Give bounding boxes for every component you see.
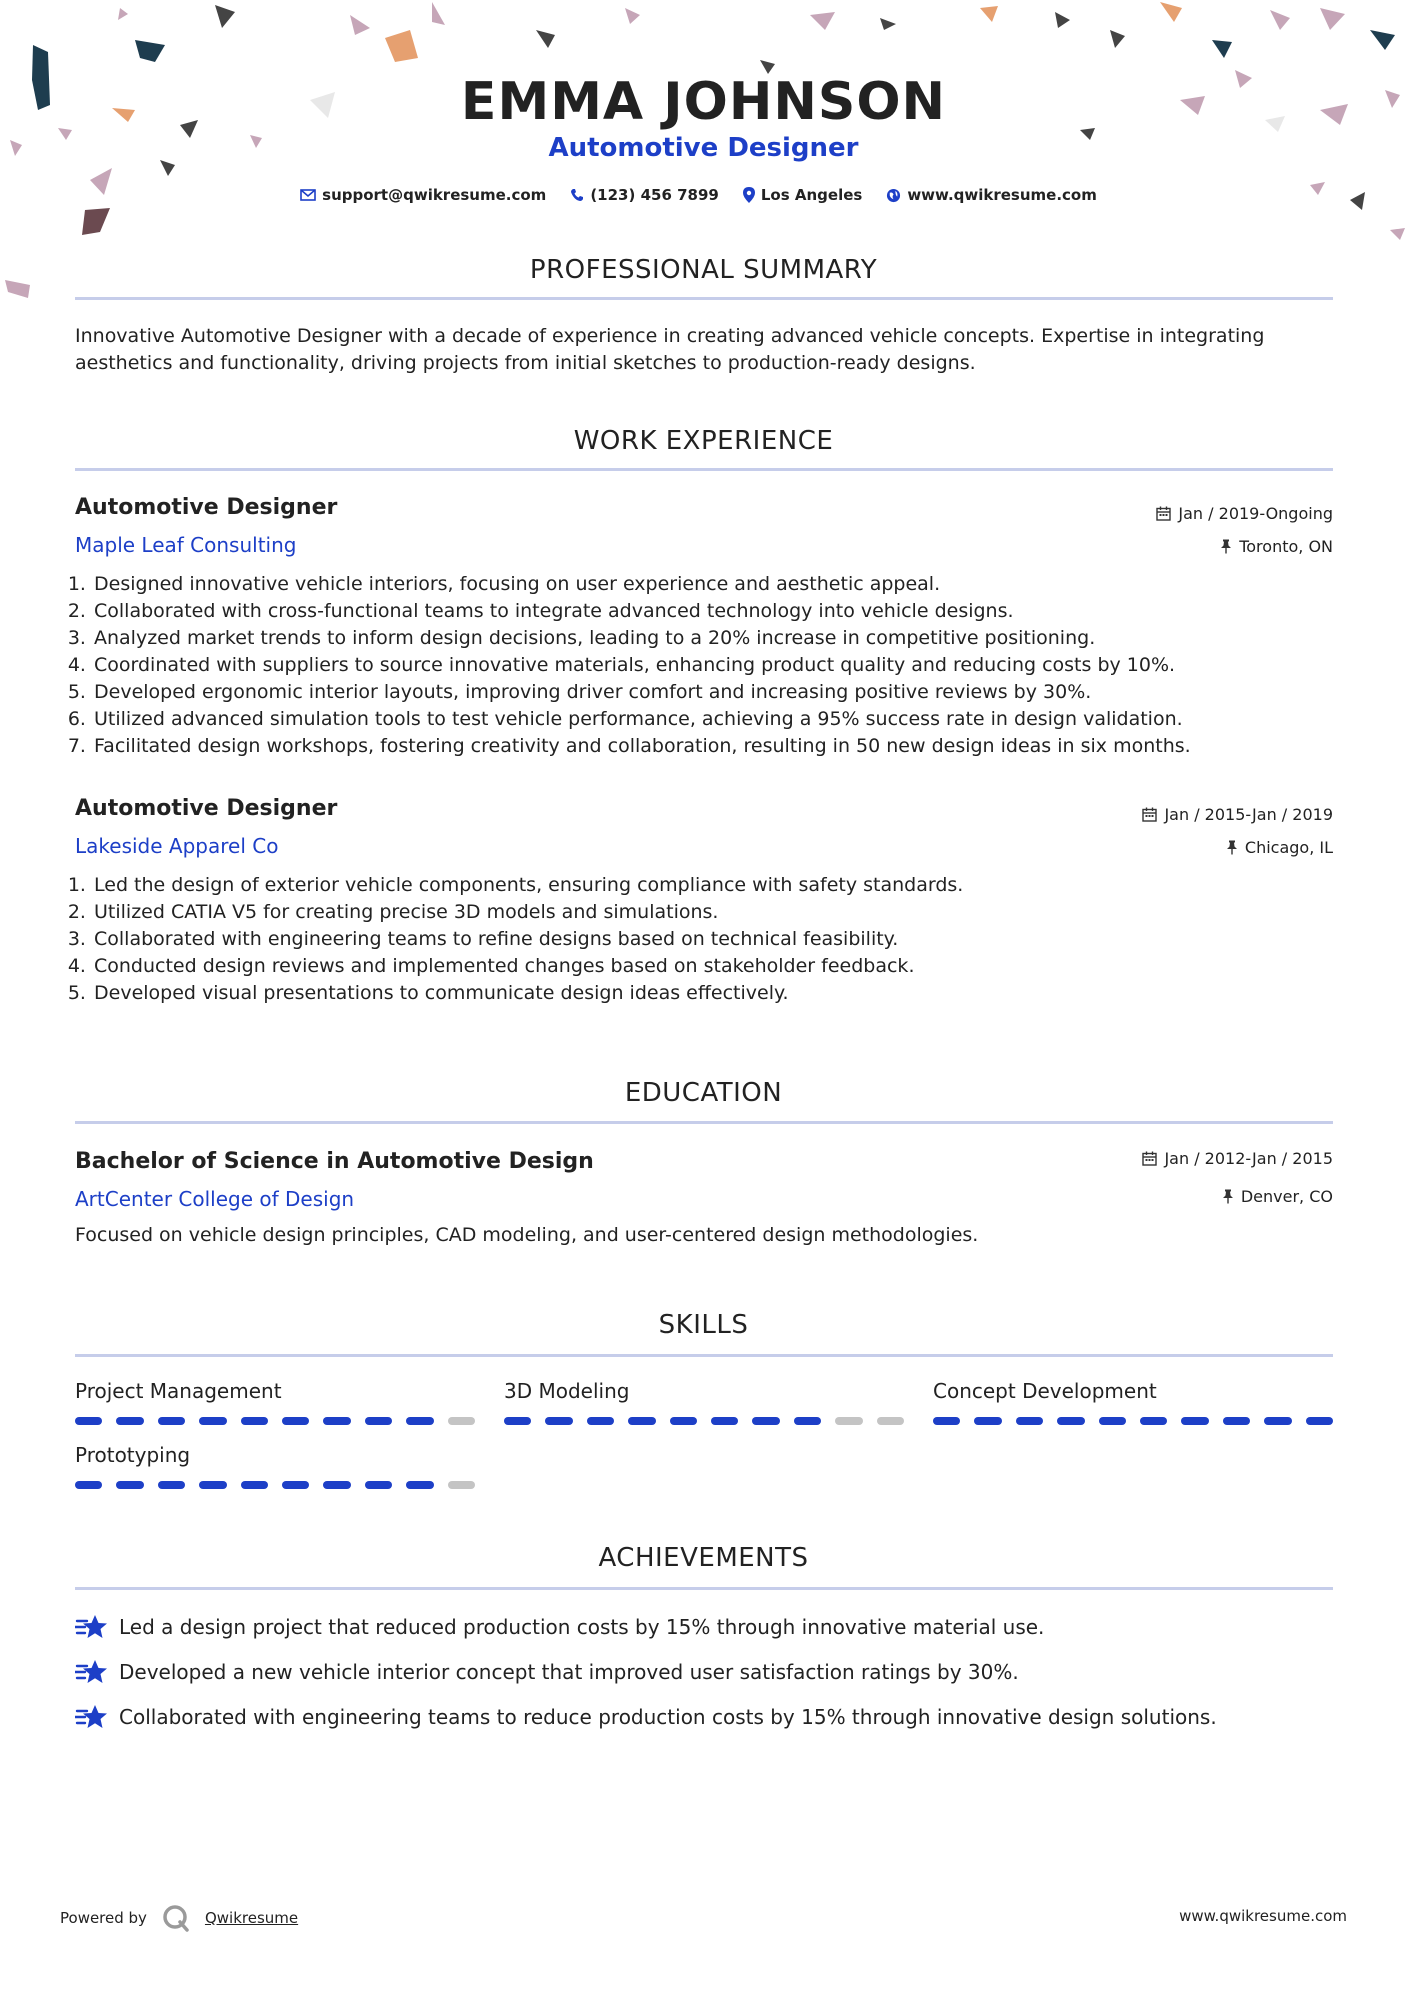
achievements-divider [75, 1587, 1333, 1590]
skill-segment-filled [1181, 1417, 1208, 1425]
job-dates-text: Jan / 2015-Jan / 2019 [1164, 805, 1333, 824]
skill-label: Prototyping [75, 1443, 191, 1467]
list-item: 3. Analyzed market trends to inform design decisions, leading to a 20% increase in competitive positioning. [92, 625, 1191, 652]
skill-segment-empty [448, 1481, 475, 1489]
list-item: 1. Designed innovative vehicle interiors, focusing on user experience and aesthetic appeal. [92, 571, 1191, 598]
skill-segment-filled [323, 1417, 350, 1425]
list-item: 6. Utilized advanced simulation tools to test vehicle performance, achieving a 95% success rate in design validation. [92, 706, 1191, 733]
summary-divider [75, 297, 1333, 300]
website-text: www.qwikresume.com [907, 186, 1097, 204]
skill-prototyping [75, 1443, 475, 1489]
achievement-text: Developed a new vehicle interior concept that improved user satisfaction ratings by 30%. [119, 1660, 1019, 1684]
skill-segment-filled [794, 1417, 821, 1425]
education-location [1222, 1187, 1333, 1206]
skill-segment-filled [1057, 1417, 1084, 1425]
map-pin-icon [743, 187, 755, 203]
skill-concept-development [933, 1379, 1333, 1425]
skill-label: Concept Development [933, 1379, 1157, 1403]
globe-icon [886, 188, 901, 203]
skill-segment-filled [158, 1481, 185, 1489]
achievement-item [75, 1703, 1217, 1731]
skill-segment-filled [406, 1481, 433, 1489]
skill-level-bar [933, 1417, 1333, 1425]
achievement-item [75, 1613, 1044, 1641]
skill-segment-filled [628, 1417, 655, 1425]
contact-phone[interactable] [570, 186, 719, 204]
pushpin-icon [1226, 840, 1238, 855]
skill-segment-filled [1099, 1417, 1126, 1425]
envelope-icon [300, 189, 316, 201]
summary-heading: PROFESSIONAL SUMMARY [529, 255, 878, 285]
skill-segment-filled [711, 1417, 738, 1425]
job-location [1220, 537, 1333, 556]
job-dates [1142, 805, 1333, 824]
list-item: 7. Facilitated design workshops, fostering creativity and collaboration, resulting in 50 new design ideas in six months. [92, 733, 1191, 760]
phone-icon [570, 188, 584, 202]
qwikresume-link[interactable]: Qwikresume [204, 1909, 299, 1927]
education-description: Focused on vehicle design principles, CAD modeling, and user-centered design methodologies. [75, 1224, 979, 1246]
skill-segment-filled [75, 1481, 102, 1489]
star-icon [75, 1658, 107, 1686]
skills-divider [75, 1354, 1333, 1357]
skill-segment-filled [1016, 1417, 1043, 1425]
skill-segment-filled [1140, 1417, 1167, 1425]
skill-segment-filled [974, 1417, 1001, 1425]
job-location [1226, 838, 1333, 857]
job-company: Lakeside Apparel Co [75, 834, 279, 858]
skill-segment-filled [365, 1481, 392, 1489]
pushpin-icon [1220, 539, 1232, 554]
list-item: 2. Collaborated with cross-functional teams to integrate advanced technology into vehicle designs. [92, 598, 1191, 625]
skill-segment-filled [158, 1417, 185, 1425]
contact-bar [0, 186, 1407, 204]
education-divider [75, 1121, 1333, 1124]
job-location-text: Chicago, IL [1244, 838, 1333, 857]
skill-3d-modeling [504, 1379, 904, 1425]
skills-heading: SKILLS [658, 1310, 749, 1340]
list-item: 1. Led the design of exterior vehicle components, ensuring compliance with safety standards. [92, 872, 963, 899]
education-dates [1142, 1149, 1333, 1168]
skill-segment-filled [282, 1417, 309, 1425]
pushpin-icon [1222, 1189, 1234, 1204]
skill-label: 3D Modeling [504, 1379, 630, 1403]
achievement-item [75, 1658, 1019, 1686]
skill-level-bar [75, 1481, 475, 1489]
list-item: 4. Coordinated with suppliers to source innovative materials, enhancing product quality and reducing costs by 10%. [92, 652, 1191, 679]
skill-segment-filled [282, 1481, 309, 1489]
skill-segment-filled [1264, 1417, 1291, 1425]
email-text: support@qwikresume.com [322, 186, 547, 204]
list-item: 5. Developed visual presentations to communicate design ideas effectively. [92, 980, 963, 1007]
job-title: Automotive Designer [75, 495, 338, 520]
job-bullets [72, 571, 1191, 760]
skill-segment-filled [1223, 1417, 1250, 1425]
star-icon [75, 1613, 107, 1641]
job-dates-text: Jan / 2019-Ongoing [1178, 504, 1333, 523]
phone-text: (123) 456 7899 [590, 186, 719, 204]
contact-website[interactable] [886, 186, 1097, 204]
school-name: ArtCenter College of Design [75, 1187, 355, 1211]
contact-location [743, 186, 862, 204]
job-dates [1156, 504, 1333, 523]
skill-segment-filled [323, 1481, 350, 1489]
skill-segment-empty [835, 1417, 862, 1425]
skill-label: Project Management [75, 1379, 282, 1403]
skill-segment-filled [116, 1481, 143, 1489]
education-dates-text: Jan / 2012-Jan / 2015 [1164, 1149, 1333, 1168]
list-item: 2. Utilized CATIA V5 for creating precise 3D models and simulations. [92, 899, 963, 926]
skill-segment-filled [116, 1417, 143, 1425]
skill-segment-filled [670, 1417, 697, 1425]
summary-text: Innovative Automotive Designer with a decade of experience in creating advanced vehicle concepts. Expertise in integrating aesthetics and functionality, driving projects from initial sketches to production-ready designs. [75, 325, 1265, 374]
skill-project-management [75, 1379, 475, 1425]
contact-email[interactable] [300, 186, 546, 204]
skill-segment-filled [504, 1417, 531, 1425]
experience-divider [75, 468, 1333, 471]
skill-segment-filled [199, 1417, 226, 1425]
education-location-text: Denver, CO [1240, 1187, 1333, 1206]
skill-segment-filled [241, 1417, 268, 1425]
degree-title: Bachelor of Science in Automotive Design [75, 1149, 594, 1174]
list-item: 5. Developed ergonomic interior layouts, improving driver comfort and increasing positive reviews by 30%. [92, 679, 1191, 706]
footer-website[interactable]: www.qwikresume.com [1179, 1907, 1347, 1925]
footer-powered-by [60, 1903, 298, 1933]
skill-segment-filled [406, 1417, 433, 1425]
skill-segment-filled [75, 1417, 102, 1425]
skill-segment-filled [545, 1417, 572, 1425]
job-title: Automotive Designer [75, 796, 338, 821]
skill-segment-filled [241, 1481, 268, 1489]
experience-heading: WORK EXPERIENCE [573, 426, 834, 456]
star-icon [75, 1703, 107, 1731]
job-company: Maple Leaf Consulting [75, 533, 297, 557]
skill-level-bar [75, 1417, 475, 1425]
job-bullets [72, 872, 963, 1007]
calendar-icon [1142, 1151, 1157, 1166]
powered-by-label: Powered by [60, 1909, 147, 1927]
achievements-heading: ACHIEVEMENTS [598, 1543, 809, 1573]
skill-segment-filled [1306, 1417, 1333, 1425]
skill-segment-filled [199, 1481, 226, 1489]
job-location-text: Toronto, ON [1239, 537, 1333, 556]
list-item: 4. Conducted design reviews and implemented changes based on stakeholder feedback. [92, 953, 963, 980]
calendar-icon [1156, 506, 1171, 521]
skill-segment-filled [933, 1417, 960, 1425]
skill-segment-empty [448, 1417, 475, 1425]
calendar-icon [1142, 807, 1157, 822]
skill-segment-empty [877, 1417, 904, 1425]
list-item: 3. Collaborated with engineering teams to refine designs based on technical feasibility. [92, 926, 963, 953]
skill-level-bar [504, 1417, 904, 1425]
qwikresume-logo-icon [161, 1903, 191, 1933]
skill-segment-filled [587, 1417, 614, 1425]
education-heading: EDUCATION [624, 1078, 783, 1108]
location-text: Los Angeles [760, 186, 863, 204]
skill-segment-filled [752, 1417, 779, 1425]
achievement-text: Led a design project that reduced production costs by 15% through innovative material use. [119, 1615, 1045, 1639]
skill-segment-filled [365, 1417, 392, 1425]
candidate-title: Automotive Designer [548, 133, 859, 163]
achievement-text: Collaborated with engineering teams to reduce production costs by 15% through innovative design solutions. [119, 1705, 1217, 1729]
candidate-name: EMMA JOHNSON [460, 72, 947, 132]
